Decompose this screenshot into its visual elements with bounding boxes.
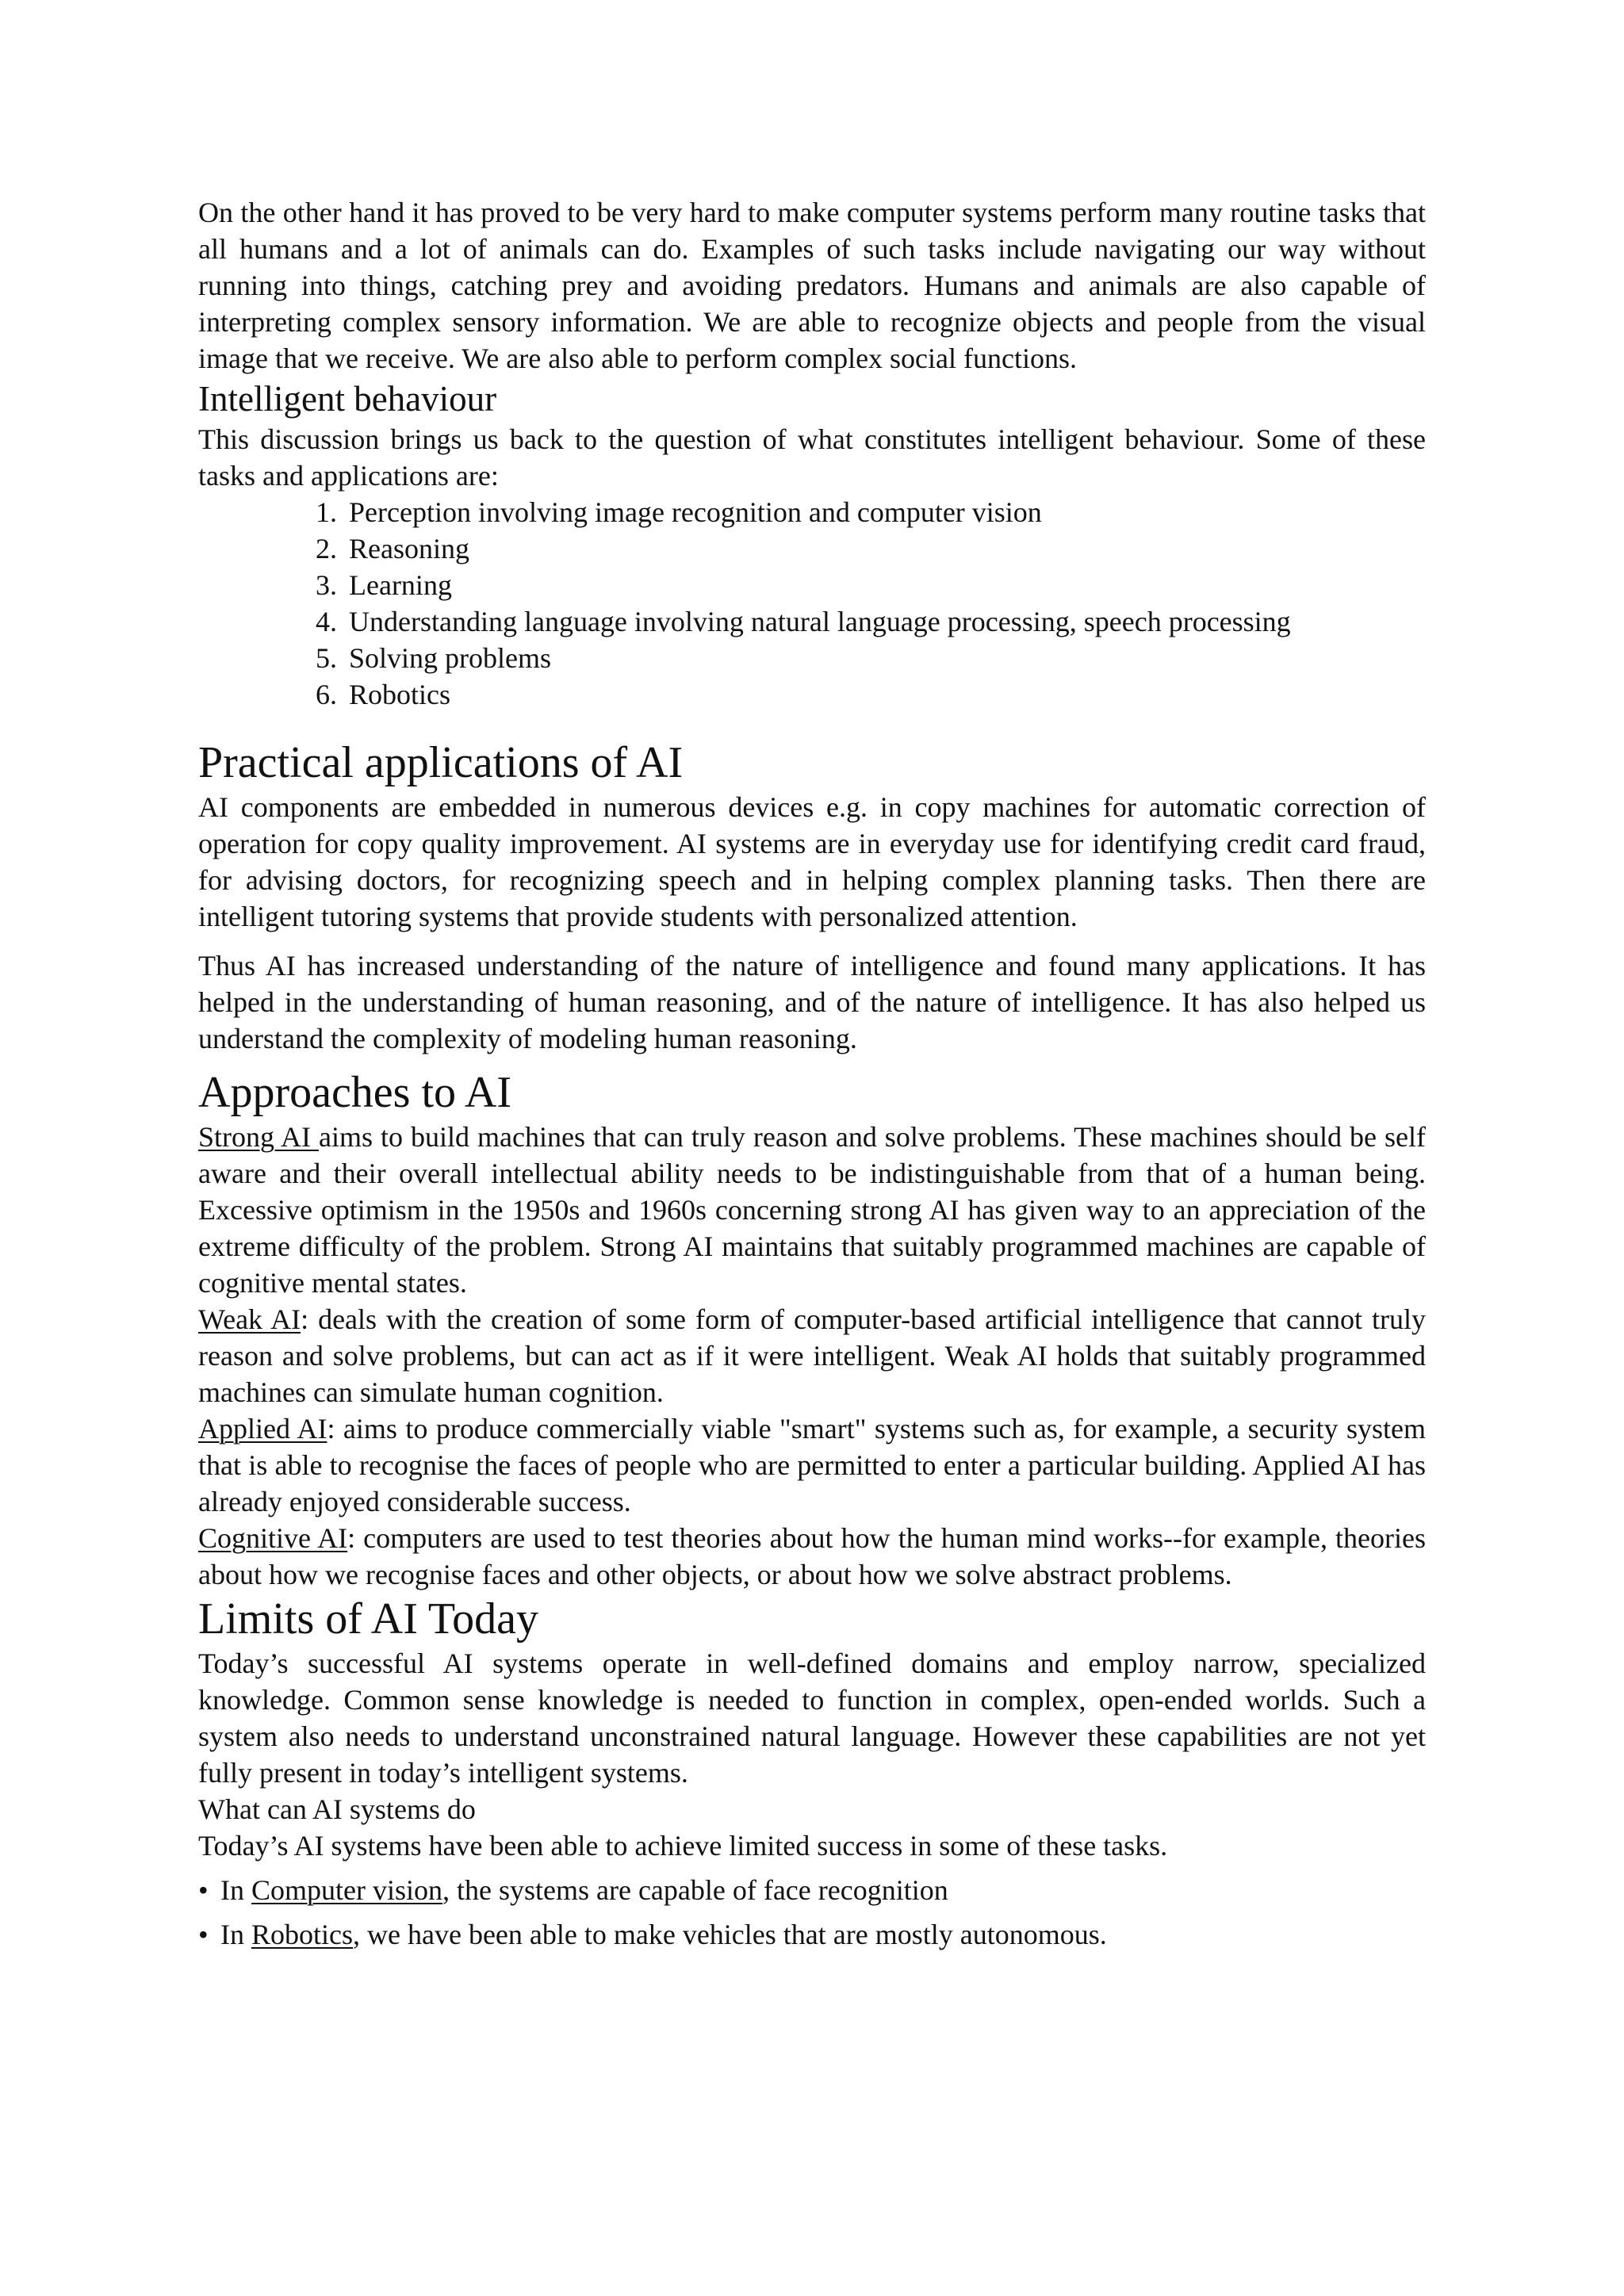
list-item xyxy=(316,494,1426,530)
limits-intro: Today’s AI systems have been able to achieve limited success in some of these tasks. xyxy=(198,1830,1168,1862)
list-item-text: Reasoning xyxy=(349,533,469,564)
intro-paragraph: On the other hand it has proved to be very hard to make computer systems perform many routine tasks that all humans and a lot of animals can do. Examples of such tasks include navigating our way without running into things, catching prey and avoiding predators. Humans and animals are also capable of interpreting complex sensory information. We are able to recognize objects and people from the visual image that we receive. We are also able to perform complex social functions. xyxy=(198,197,1426,374)
list-number: 6. xyxy=(316,679,337,710)
limits-paragraph: Today’s successful AI systems operate in well-defined domains and employ narrow, specialized knowledge. Common sense knowledge is needed to function in complex, open-ended worlds. Such a system also needs to understand unconstrained natural language. However these capabilities are not yet fully present in today’s intelligent systems. xyxy=(198,1647,1426,1789)
bullet-prefix: In xyxy=(220,1919,251,1950)
strong-ai-paragraph xyxy=(198,1119,1426,1301)
list-item xyxy=(198,1916,1426,1953)
bullet-icon: • xyxy=(198,1874,209,1906)
weak-ai-paragraph xyxy=(198,1301,1426,1410)
list-item xyxy=(198,1872,1426,1908)
list-item xyxy=(316,676,1426,713)
limits-heading: Limits of AI Today xyxy=(198,1594,539,1644)
what-can-ai-do-subheading: What can AI systems do xyxy=(198,1793,476,1825)
bullet-text: , we have been able to make vehicles that are mostly autonomous. xyxy=(353,1919,1107,1950)
applied-ai-term: Applied AI xyxy=(198,1413,327,1445)
cognitive-ai-paragraph xyxy=(198,1520,1426,1593)
list-item xyxy=(316,640,1426,676)
list-number: 3. xyxy=(316,569,337,601)
list-item xyxy=(316,530,1426,567)
intelligent-behaviour-heading: Intelligent behaviour xyxy=(198,379,497,419)
list-item xyxy=(316,603,1426,640)
list-number: 2. xyxy=(316,533,337,564)
list-item xyxy=(316,567,1426,603)
list-number: 1. xyxy=(316,496,337,528)
approaches-heading: Approaches to AI xyxy=(198,1068,512,1117)
list-item-text: Perception involving image recognition and computer vision xyxy=(349,496,1042,528)
applied-ai-text: : aims to produce commercially viable "smart" systems such as, for example, a security system that is able to recognise the faces of people who are permitted to enter a particular building. Applied AI has already enjoyed considerable success. xyxy=(198,1413,1427,1517)
list-number: 5. xyxy=(316,642,337,674)
practical-paragraph-1: AI components are embedded in numerous devices e.g. in copy machines for automatic correction of operation for copy quality improvement. AI systems are in everyday use for identifying credit card fraud, for advising doctors, for recognizing speech and in helping complex planning tasks. Then there are intelligent tutoring systems that provide students with personalized attention. xyxy=(198,791,1426,932)
intelligent-tasks-list xyxy=(198,494,1426,713)
practical-paragraph-2: Thus AI has increased understanding of the nature of intelligence and found many applications. It has helped in the understanding of human reasoning, and of the nature of intelligence. It has also helped us understand the complexity of modeling human reasoning. xyxy=(198,950,1426,1054)
bullet-icon: • xyxy=(198,1919,209,1950)
cognitive-ai-term: Cognitive AI xyxy=(198,1522,348,1554)
applied-ai-paragraph xyxy=(198,1410,1426,1520)
robotics-term: Robotics xyxy=(251,1919,354,1950)
intelligent-behaviour-intro: This discussion brings us back to the question of what constitutes intelligent behaviour. Some of these tasks and applications are: xyxy=(198,423,1426,492)
list-item-text: Solving problems xyxy=(349,642,552,674)
strong-ai-term: Strong AI xyxy=(198,1121,320,1153)
list-item-text: Understanding language involving natural language processing, speech processing xyxy=(349,606,1291,637)
weak-ai-text: : deals with the creation of some form of computer-based artificial intelligence that cannot truly reason and solve problems, but can act as if it were intelligent. Weak AI holds that suitably programmed machines can simulate human cognition. xyxy=(198,1303,1426,1408)
practical-applications-heading: Practical applications of AI xyxy=(198,738,684,787)
ai-capabilities-list xyxy=(198,1872,1426,1953)
weak-ai-term: Weak AI xyxy=(198,1303,301,1335)
cognitive-ai-text: : computers are used to test theories about how the human mind works--for example, theories about how we recognise faces and other objects, or about how we solve abstract problems. xyxy=(198,1522,1427,1590)
computer-vision-term: Computer vision xyxy=(251,1874,442,1906)
bullet-prefix: In xyxy=(220,1874,251,1906)
list-item-text: Robotics xyxy=(349,679,451,710)
list-item-text: Learning xyxy=(349,569,452,601)
list-number: 4. xyxy=(316,606,337,637)
strong-ai-text: aims to build machines that can truly reason and solve problems. These machines should be self aware and their overall intellectual ability needs to be indistinguishable from that of a human being. Excessive optimism in the 1950s and 1960s concerning strong AI has given way to an appreciation of the extreme difficulty of the problem. Strong AI maintains that suitably programmed machines are capable of cognitive mental states. xyxy=(198,1121,1426,1299)
bullet-text: , the systems are capable of face recognition xyxy=(442,1874,948,1906)
